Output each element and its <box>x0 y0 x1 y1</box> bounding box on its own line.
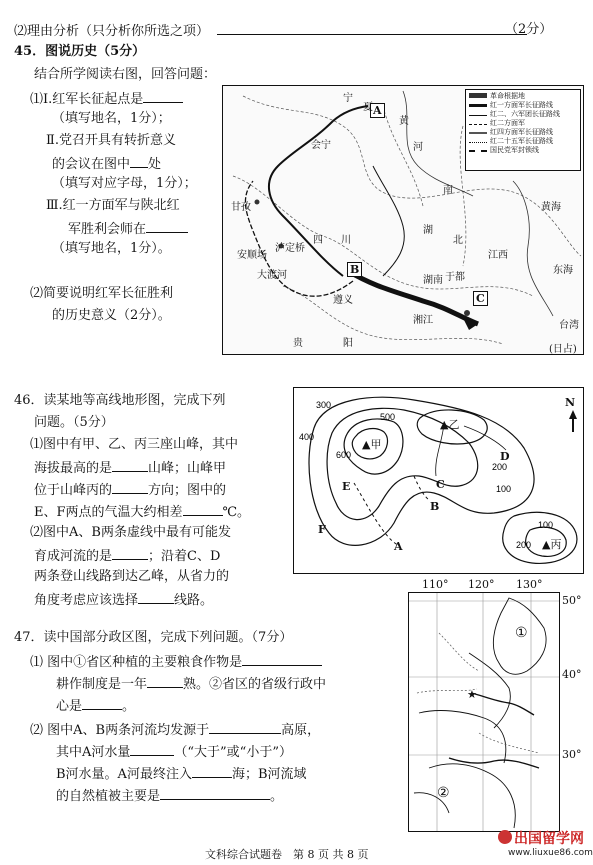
peak-bing: ▲丙 <box>542 538 562 551</box>
answer-blank[interactable] <box>217 21 527 35</box>
legend-item: 红二十五军长征路线 <box>469 137 577 146</box>
answer-blank[interactable] <box>130 742 174 756</box>
map-label: 宁 <box>343 93 353 104</box>
q46-line: 两条登山线路到达乙峰，从省力的 <box>34 569 230 584</box>
contour-label: 300 <box>316 400 332 410</box>
china-map-frame <box>408 592 560 832</box>
answer-blank[interactable] <box>138 590 174 604</box>
q46-line: 海拔最高的是 山峰；山峰甲 <box>34 458 226 478</box>
answer-blank[interactable] <box>209 720 281 734</box>
answer-blank[interactable] <box>112 458 148 472</box>
point-d: D <box>500 450 510 463</box>
q46-title: 46．读某地等高线地形图，完成下列 <box>14 393 226 408</box>
map-label: 黄海 <box>541 202 561 213</box>
q46-line: 角度考虑应该选择 线路。 <box>34 590 213 610</box>
map-marker-c: C <box>473 291 488 306</box>
contour-label: 200 <box>516 540 532 550</box>
q45-line: 的会议在图中 处 <box>52 154 161 174</box>
map-label: 贵 <box>293 338 303 349</box>
answer-blank[interactable] <box>112 546 148 560</box>
point-f: F <box>318 523 326 536</box>
contour-label: 400 <box>299 432 315 442</box>
map-legend <box>465 89 581 171</box>
map-label: 江西 <box>488 250 508 261</box>
q45-line: 军胜利会师在 <box>68 219 188 239</box>
map-label: 于都 <box>445 272 465 283</box>
answer-blank[interactable] <box>183 502 223 516</box>
q47-line: ⑵ 图中A、B两条河流均发源于 高原， <box>30 720 320 740</box>
map-marker-a: A <box>370 103 385 118</box>
map-label: 河 <box>413 142 423 153</box>
prev-question-line: ⑵理由分析（只分析你所选之项） <box>14 21 527 41</box>
lon-label: 120° <box>468 578 495 591</box>
q46-line: ⑴图中有甲、乙、丙三座山峰，其中 <box>30 437 239 452</box>
contour-label: 100 <box>538 520 554 530</box>
answer-blank[interactable] <box>242 652 322 666</box>
legend-item: 国民党军封锁线 <box>469 146 577 155</box>
q46-line: 育成河流的是 ；沿着C、D <box>34 546 220 566</box>
map-label: 遵义 <box>333 295 353 306</box>
contour-label: 500 <box>380 412 396 422</box>
q45-line: （填写地名，1分）； <box>52 111 171 126</box>
map-label: 泸定桥 <box>275 243 305 254</box>
q46-line: ⑵图中A、B两条虚线中最有可能发 <box>30 525 231 540</box>
point-a: A <box>394 540 403 553</box>
legend-item: 红一方面军长征路线 <box>469 101 577 110</box>
q46-line: 位于山峰丙的 方向；图中的 <box>34 480 226 500</box>
answer-blank[interactable] <box>192 764 232 778</box>
map-label: 东海 <box>553 265 573 276</box>
north-arrow: N <box>565 396 576 409</box>
map-label: 夏 <box>363 102 373 113</box>
q45-intro: 结合所学阅读右图，回答问题： <box>34 67 217 82</box>
legend-item: 红二方面军 <box>469 119 577 128</box>
map-label: 大渡河 <box>257 270 287 281</box>
lon-label: 110° <box>422 578 449 591</box>
q47-line: ⑴ 图中①省区种植的主要粮食作物是 <box>30 652 322 672</box>
region-1: ① <box>515 625 528 641</box>
answer-blank[interactable] <box>130 154 148 168</box>
q47-title: 47．读中国部分政区图，完成下列问题。（7分） <box>14 630 293 645</box>
q46-line: E、F两点的气温大约相差 ℃。 <box>34 502 250 522</box>
q45-line: （填写地名，1分）。 <box>52 241 171 256</box>
map-label: 湖南 <box>423 275 443 286</box>
map-label: 北 <box>453 235 463 246</box>
q46-line: 问题。（5分） <box>34 415 114 430</box>
map-label: (日占) <box>549 344 577 355</box>
map-label: 川 <box>341 235 351 246</box>
q47-line: 的自然植被主要是 。 <box>56 786 283 806</box>
q45-line: 的历史意义（2分）。 <box>52 308 171 323</box>
q45-line: Ⅲ.红一方面军与陕北红 <box>46 198 180 213</box>
point-b: B <box>430 500 440 513</box>
contour-label: 600 <box>336 450 352 460</box>
answer-blank[interactable] <box>147 674 183 688</box>
map-marker-b: B <box>347 262 362 277</box>
map-label: 南 <box>443 185 453 196</box>
map-label: 四 <box>313 235 323 246</box>
q45-line: Ⅱ.党召开具有转折意义 <box>46 133 176 148</box>
china-map <box>400 578 590 830</box>
q45-title: 45．图说历史（5分） <box>14 44 146 59</box>
q47-line: 其中A河水量 （“大于”或“小于”） <box>56 742 292 762</box>
map-label: 湘江 <box>413 315 433 326</box>
answer-blank[interactable] <box>143 89 183 103</box>
legend-item: 革命根据地 <box>469 92 577 101</box>
points-label: （2分） <box>505 22 553 37</box>
q47-line: B河水量。A河最终注入 海；B河流域 <box>56 764 307 784</box>
q45-line: ⑴Ⅰ.红军长征起点是 <box>30 89 183 109</box>
contour-label: 100 <box>496 484 512 494</box>
contour-map <box>293 387 584 574</box>
china-map-svg <box>409 593 559 831</box>
lat-label: 40° <box>562 668 582 681</box>
lat-label: 30° <box>562 748 582 761</box>
capital-star-icon: ★ <box>467 688 477 701</box>
map-label: 阳 <box>343 338 353 349</box>
answer-blank[interactable] <box>112 480 148 494</box>
page-footer: 文科综合试题卷 第 8 页 共 8 页 <box>205 848 369 861</box>
q47-line: 耕作制度是一年 熟。②省区的省级行政中 <box>56 674 326 694</box>
q45-line: ⑵简要说明红军长征胜利 <box>30 286 174 301</box>
lat-label: 50° <box>562 594 582 607</box>
map-label: 会宁 <box>311 140 331 151</box>
peak-jia: ▲甲 <box>362 438 382 451</box>
q47-line: 心是 。 <box>56 696 135 716</box>
region-2: ② <box>437 785 450 801</box>
long-march-map <box>222 85 584 355</box>
answer-blank[interactable] <box>146 219 188 233</box>
q45-line: （填写对应字母，1分）； <box>52 176 197 191</box>
legend-item: 红二、六军团长征路线 <box>469 110 577 119</box>
contour-label: 200 <box>492 462 508 472</box>
map-label: 甘孜 <box>231 202 251 213</box>
peak-yi: ▲乙 <box>440 418 460 431</box>
point-e: E <box>342 480 351 493</box>
lon-label: 130° <box>516 578 543 591</box>
watermark-logo: 出国留学网 www.liuxue86.com <box>498 830 590 863</box>
watermark-icon <box>498 830 512 844</box>
map-label: 黄 <box>399 116 409 127</box>
map-label: 台湾 <box>559 320 579 331</box>
point-c: C <box>436 478 445 491</box>
answer-blank[interactable] <box>82 696 122 710</box>
legend-item: 红四方面军长征路线 <box>469 128 577 137</box>
map-label: 湖 <box>423 225 433 236</box>
map-label: 安顺场 <box>237 250 267 261</box>
answer-blank[interactable] <box>160 786 270 800</box>
